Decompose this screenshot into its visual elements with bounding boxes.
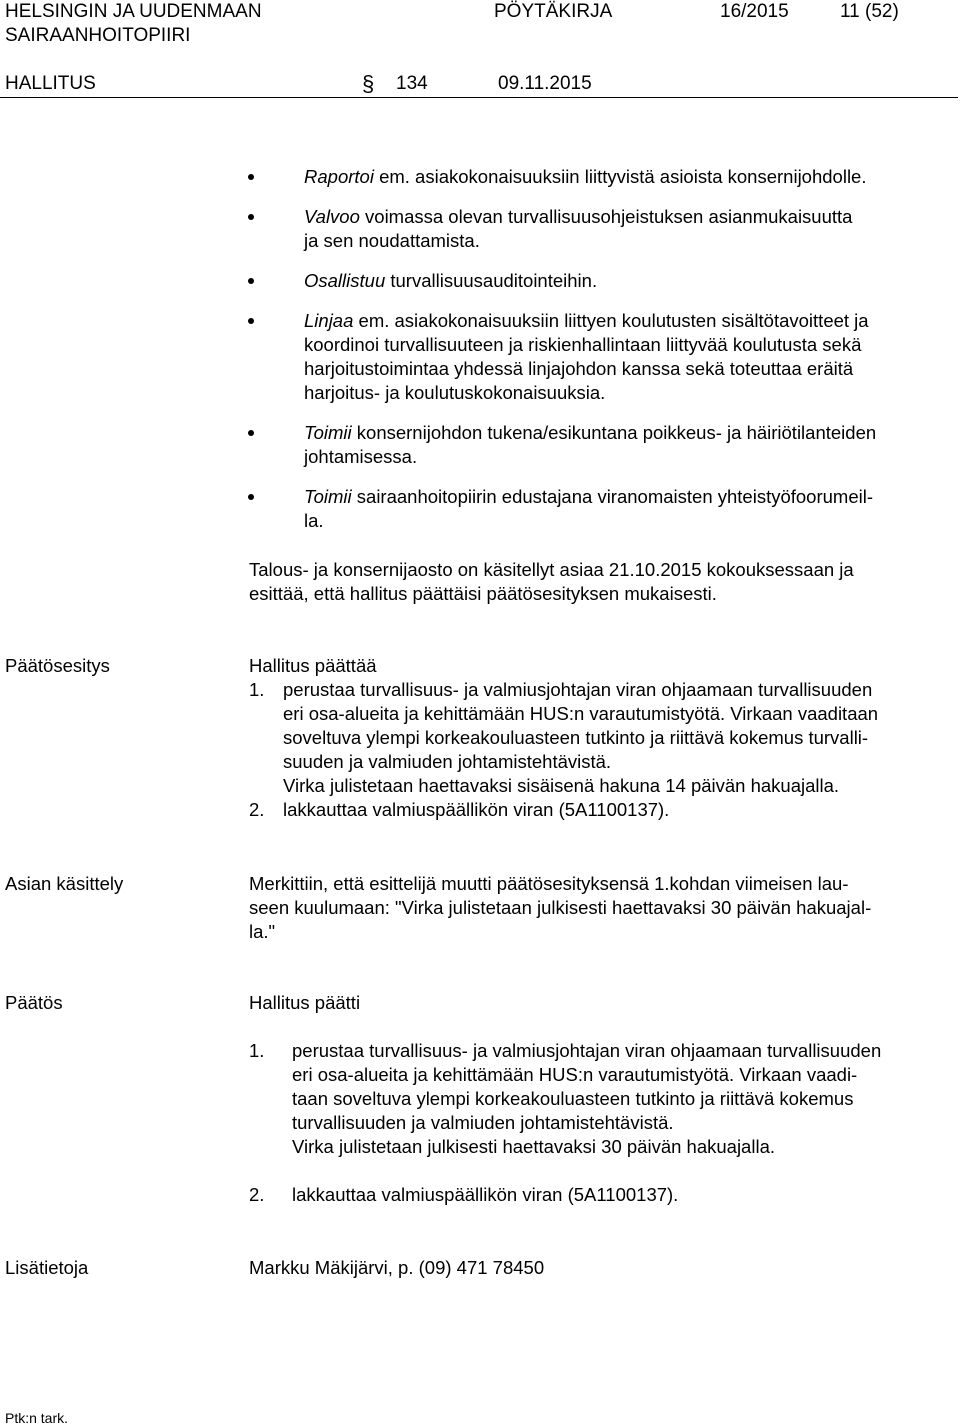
decision-body [249, 991, 955, 1207]
bullet-icon [248, 318, 254, 324]
paragraph-line: Talous- ja konsernijaosto on käsitellyt asiaa 21.10.2015 kokouksessaan ja [249, 559, 854, 580]
bullet-text [304, 205, 954, 253]
handling-line: seen kuulumaan: "Virka julistetaan julkisesti haettavaksi 30 päivän hakuajal- [249, 897, 872, 918]
org-name-line1: HELSINGIN JA UUDENMAAN [5, 1, 262, 22]
bullet-line: koordinoi turvallisuuteen ja riskienhallintaan liittyvää koulutusta sekä [304, 334, 862, 355]
bullet-line: em. asiakokonaisuuksiin liittyvistä asioista konsernijohdolle. [373, 166, 867, 187]
item-line: suuden ja valmiuden johtamistehtävistä. [283, 751, 612, 772]
item-number: 1. [249, 679, 265, 700]
handling-line: Merkittiin, että esittelijä muutti päätösesityksensä 1.kohdan viimeisen lau- [249, 873, 849, 894]
item-line: taan soveltuva ylempi korkeakouluasteen tutkinto ja riittävä kokemus [292, 1088, 854, 1109]
bullet-text [304, 309, 954, 405]
bullet-item [248, 485, 953, 533]
bullet-line: johtamisessa. [304, 446, 418, 467]
bullet-text [304, 165, 954, 189]
bullet-line: konsernijohdon tukena/esikuntana poikkeus- ja häiriötilanteiden [351, 422, 877, 443]
bullet-line: harjoitustoimintaa yhdessä linjajohdon kanssa sekä toteuttaa eräitä [304, 358, 854, 379]
bullet-line: harjoitus- ja koulutuskokonaisuuksia. [304, 382, 606, 403]
header-divider [0, 97, 958, 98]
bullet-icon [248, 430, 254, 436]
item-line: Virka julistetaan haettavaksi sisäisenä hakuna 14 päivän hakuajalla. [283, 775, 840, 796]
bullet-text [304, 269, 954, 293]
decision-label: Päätös [5, 992, 63, 1013]
proposal-item [249, 678, 955, 798]
handling-label: Asian käsittely [5, 873, 124, 894]
bullet-line: em. asiakokonaisuuksiin liittyen koulutusten sisältötavoitteet ja [353, 310, 869, 331]
bullet-verb: Toimii [304, 422, 352, 443]
bullet-verb: Toimii [304, 486, 352, 507]
item-text: lakkauttaa valmiuspäällikön viran (5A1100137). [292, 1184, 679, 1205]
info-contact: Markku Mäkijärvi, p. (09) 471 78450 [249, 1257, 545, 1278]
bullet-line: ja sen noudattamista. [304, 230, 480, 251]
item-number: 1. [249, 1040, 265, 1061]
section-number: 134 [396, 73, 428, 94]
bullet-item [248, 165, 953, 189]
item-line: Virka julistetaan julkisesti haettavaksi 30 päivän hakuajalla. [292, 1136, 775, 1157]
item-number: 2. [249, 799, 265, 820]
item-number: 2. [249, 1184, 265, 1205]
item-line: perustaa turvallisuus- ja valmiusjohtajan viran ohjaamaan turvallisuuden [283, 679, 873, 700]
bullet-verb: Linjaa [304, 310, 354, 331]
org-name-line2: SAIRAANHOITOPIIRI [5, 25, 191, 46]
bullet-verb: Valvoo [304, 206, 360, 227]
item-line: perustaa turvallisuus- ja valmiusjohtajan viran ohjaamaan turvallisuuden [292, 1040, 882, 1061]
bullet-text [304, 421, 954, 469]
meeting-date: 09.11.2015 [498, 73, 592, 94]
document-type: PÖYTÄKIRJA [494, 1, 613, 22]
item-text [292, 1039, 955, 1159]
bullet-icon [248, 494, 254, 500]
decision-item [249, 1039, 955, 1159]
bullet-item [248, 205, 953, 253]
item-line: eri osa-alueita ja kehittämään HUS:n varautumistyötä. Virkaan vaaditaan [283, 703, 879, 724]
document-number: 16/2015 [720, 1, 789, 22]
body-name: HALLITUS [5, 73, 96, 94]
page-number: 11 (52) [840, 1, 899, 22]
bullet-item [248, 269, 953, 293]
intro-paragraph [249, 558, 955, 606]
bullet-icon [248, 174, 254, 180]
bullet-text [304, 485, 954, 533]
decision-item [249, 1183, 955, 1207]
proposal-label: Päätösesitys [5, 655, 110, 676]
paragraph-line: esittää, että hallitus päättäisi päätösesityksen mukaisesti. [249, 583, 717, 604]
handling-line: la." [249, 921, 276, 942]
proposal-heading: Hallitus päättää [249, 655, 377, 676]
bullet-icon [248, 278, 254, 284]
section-symbol-icon: § [362, 71, 375, 96]
item-text [283, 678, 955, 798]
handling-body [249, 872, 955, 944]
footer-initials-note: Ptk:n tark. [5, 1410, 69, 1426]
proposal-body [249, 654, 955, 822]
bullet-icon [248, 214, 254, 220]
proposal-item [249, 798, 955, 822]
bullet-item [248, 421, 953, 469]
bullet-line: sairaanhoitopiirin edustajana viranomaisten yhteistyöfoorumeil- [351, 486, 874, 507]
bullet-item [248, 309, 953, 405]
bullet-verb: Osallistuu [304, 270, 386, 291]
bullet-line: turvallisuusauditointeihin. [385, 270, 598, 291]
decision-heading: Hallitus päätti [249, 992, 361, 1013]
bullet-line: la. [304, 510, 324, 531]
bullet-line: voimassa olevan turvallisuusohjeistuksen asianmukaisuutta [359, 206, 853, 227]
info-label: Lisätietoja [5, 1257, 89, 1278]
item-line: soveltuva ylempi korkeakouluasteen tutkinto ja riittävä kokemus turvalli- [283, 727, 869, 748]
bullet-verb: Raportoi [304, 166, 374, 187]
item-line: turvallisuuden ja valmiuden johtamistehtävistä. [292, 1112, 674, 1133]
item-line: eri osa-alueita ja kehittämään HUS:n varautumistyötä. Virkaan vaadi- [292, 1064, 858, 1085]
item-text: lakkauttaa valmiuspäällikön viran (5A1100137). [283, 799, 670, 820]
